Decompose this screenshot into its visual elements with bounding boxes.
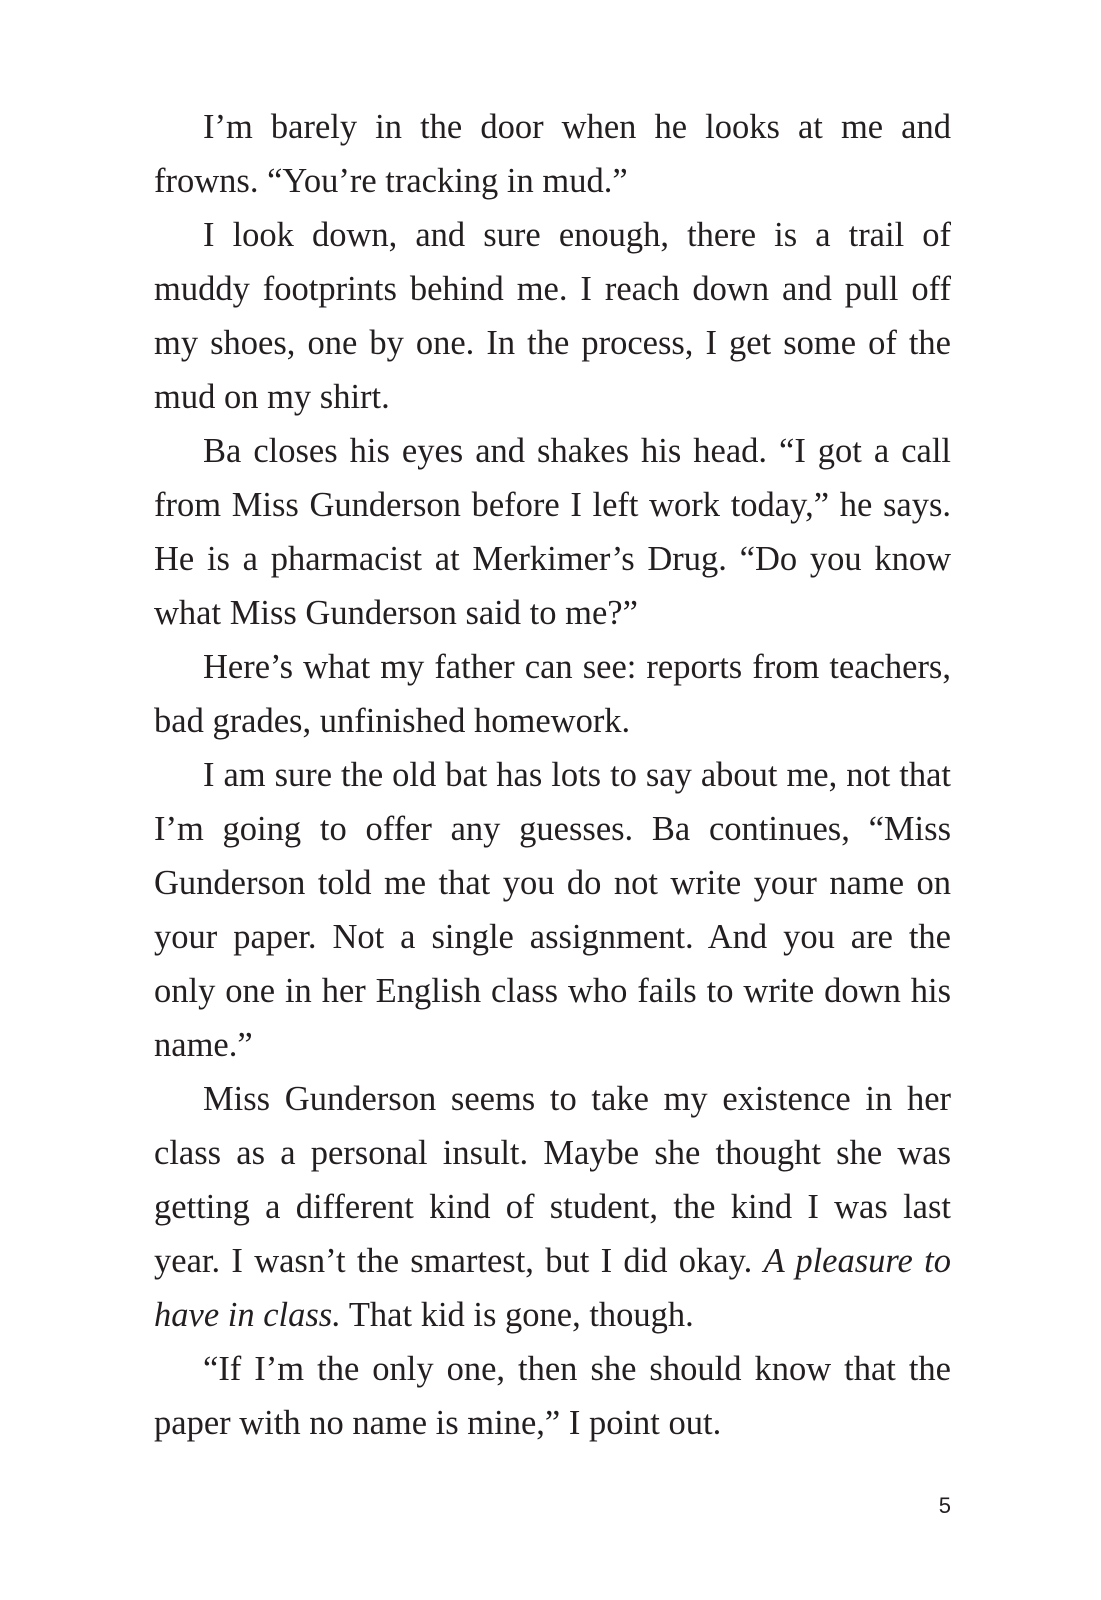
paragraph: [154, 424, 951, 640]
paragraph: [154, 100, 951, 208]
paragraph: [154, 748, 951, 1072]
page-number: 5: [938, 1493, 951, 1518]
paragraph: [154, 1342, 951, 1450]
body-text: [154, 100, 951, 1450]
text-segment: “If I’m the only one, then she should know that the paper with no name is mine,” I point out.: [154, 1350, 951, 1442]
text-segment: Miss Gunderson seems to take my existence in her class as a personal insult. Maybe she thought she was getting a different kind of student, the kind I was last year. I wasn’t the smartest, but I did okay.: [154, 1080, 951, 1280]
text-segment: That kid is gone, though.: [340, 1296, 694, 1334]
text-segment: Ba closes his eyes and shakes his head. “I got a call from Miss Gunderson before I left work today,” he says. He is a pharmacist at Merkimer’s Drug. “Do you know what Miss Gunderson said to me?”: [154, 432, 951, 632]
text-segment: Here’s what my father can see: reports from teachers, bad grades, unfinished homework.: [154, 648, 951, 740]
italic-text-segment: A pleasure to have in class.: [154, 1242, 951, 1334]
paragraph: [154, 208, 951, 424]
text-segment: I look down, and sure enough, there is a trail of muddy footprints behind me. I reach down and pull off my shoes, one by one. In the process, I get some of the mud on my shirt.: [154, 216, 951, 416]
paragraph: [154, 1072, 951, 1342]
text-segment: I am sure the old bat has lots to say about me, not that I’m going to offer any guesses. Ba continues, “Miss Gunderson told me that you do not write your name on your paper. Not a single assignment. And you are the only one in her English class who fails to write down his name.”: [154, 756, 951, 1064]
text-segment: I’m barely in the door when he looks at me and frowns. “You’re tracking in mud.”: [154, 108, 951, 200]
paragraph: [154, 640, 951, 748]
